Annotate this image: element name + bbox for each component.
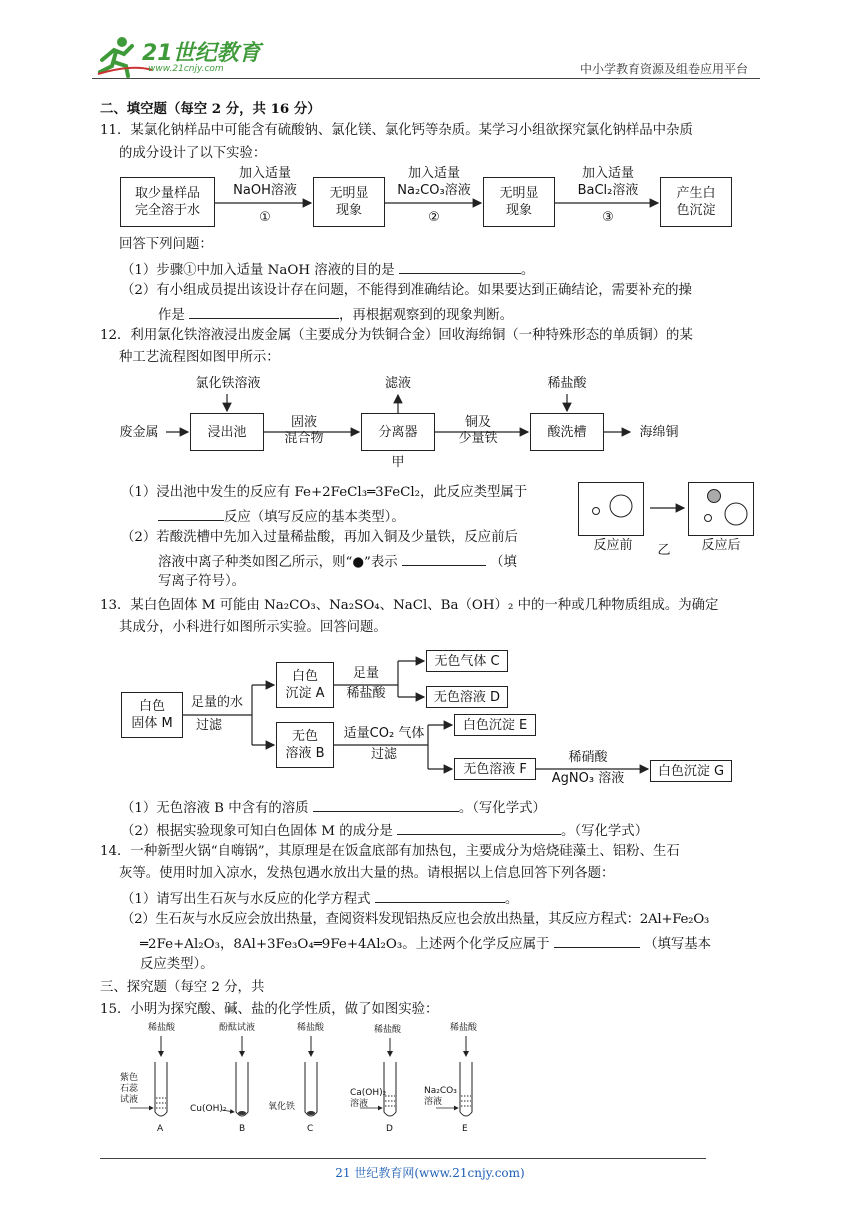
q13-p1-end: 。（写化学式） bbox=[458, 801, 546, 816]
q13-box-d: 无色溶液 D bbox=[426, 686, 508, 708]
q12-mid-1: 固液 混合物 bbox=[284, 415, 324, 446]
q12-p1-line1: （1）浸出池中发生的反应有 Fe+2FeCl₃═3FeCl₂，此反应类型属于 bbox=[121, 485, 528, 500]
q12-stem-2: 种工艺流程图如图甲所示： bbox=[119, 350, 280, 365]
tube-b-label: B bbox=[239, 1124, 246, 1134]
after-label: 反应后 bbox=[701, 538, 741, 553]
q13-a4-top: 稀硝酸 bbox=[568, 750, 608, 765]
q11-arrow3-top: 加入适量 bbox=[581, 166, 634, 181]
tube-c-label: C bbox=[307, 1124, 314, 1134]
q13-a1-top: 足量的水 bbox=[190, 695, 243, 710]
q13-stem-1: 13．某白色固体 M 可能由 Na₂CO₃、Na₂SO₄、NaCl、Ba（OH）₂ 中的一种或几种物质组成。为确定 bbox=[100, 598, 719, 613]
header-platform: 中小学教育资源及组卷应用平台 bbox=[580, 62, 749, 76]
test-tube-e-icon bbox=[436, 1036, 472, 1116]
q13-a1-bot: 过滤 bbox=[195, 718, 222, 733]
tube-e-top: 稀盐酸 bbox=[450, 1023, 478, 1033]
q11-arrow1-mid: NaOH溶液 bbox=[233, 183, 297, 198]
q12-p2-line3: 写离子符号）。 bbox=[158, 574, 246, 589]
q13-box-g: 白色沉淀 G bbox=[650, 760, 732, 782]
tube-a-top: 稀盐酸 bbox=[148, 1023, 176, 1033]
q11-box-4: 产生白 色沉淀 bbox=[660, 177, 732, 227]
q11-prompt: 回答下列问题： bbox=[119, 237, 213, 252]
q11-arrow3-mid: BaCl₂溶液 bbox=[577, 183, 639, 198]
q11-arrow3-num: ③ bbox=[602, 210, 614, 225]
logo-url: www.21cnjy.com bbox=[148, 64, 224, 74]
test-tube-a-icon bbox=[130, 1036, 167, 1116]
q11-arrow2-top: 加入适量 bbox=[407, 166, 460, 181]
tube-a-label: A bbox=[157, 1124, 164, 1134]
q13-a3-top: 适量CO₂ 气体 bbox=[343, 726, 425, 741]
q12-mid-2: 铜及 少量铁 bbox=[458, 415, 498, 446]
q11-p1-end: 。 bbox=[520, 263, 535, 278]
q11-arrow2-mid: Na₂CO₃溶液 bbox=[397, 183, 471, 198]
tube-d-top: 稀盐酸 bbox=[374, 1025, 402, 1035]
q13-a4-bot: AgNO₃ 溶液 bbox=[551, 771, 625, 786]
test-tube-d-icon bbox=[360, 1038, 396, 1116]
q13-a3-bot: 过滤 bbox=[370, 747, 397, 762]
q12-top-1: 氯化铁溶液 bbox=[195, 376, 261, 391]
tube-d-side: Ca(OH)₂ 溶液 bbox=[350, 1088, 387, 1109]
q11-stem-2: 的成分设计了以下实验： bbox=[119, 146, 267, 161]
q11-arrow2-num: ② bbox=[428, 210, 440, 225]
q11-box-2: 无明显 现象 bbox=[313, 177, 385, 227]
yi-caption: 乙 bbox=[657, 543, 671, 558]
q13-a2-bot: 稀盐酸 bbox=[346, 686, 386, 701]
q11-arrow1-top: 加入适量 bbox=[238, 166, 291, 181]
tube-b-top: 酚酞试液 bbox=[219, 1023, 256, 1033]
q12-p2-text: 溶液中离子种类如图乙所示，则“●”表示 bbox=[158, 555, 398, 570]
q13-p2-end: 。（写化学式） bbox=[561, 824, 649, 839]
section-3-title: 三、探究题（每空 2 分，共 bbox=[100, 980, 265, 995]
q13-box-b: 无色 溶液 B bbox=[276, 722, 334, 768]
q12-top-3: 稀盐酸 bbox=[547, 376, 587, 391]
tube-b-side: Cu(OH)₂ bbox=[190, 1104, 227, 1114]
q14-p1-end: 。 bbox=[504, 892, 519, 907]
q14-stem-1: 14．一种新型火锅“自嗨锅”，其原理是在饭盒底部有加热包，主要成分为焙烧硅藻土、铝粉、生石 bbox=[100, 844, 680, 859]
before-label: 反应前 bbox=[593, 538, 633, 553]
q11-arrow1-num: ① bbox=[259, 210, 271, 225]
q11-box-3: 无明显 现象 bbox=[483, 177, 555, 227]
footer-rule bbox=[100, 1158, 706, 1159]
q12-box-2: 分离器 bbox=[361, 413, 435, 451]
q14-p2-line3: 反应类型）。 bbox=[140, 957, 214, 972]
logo-text: 21世纪教育 bbox=[142, 41, 261, 66]
test-tube-b-icon bbox=[222, 1036, 248, 1116]
q13-box-a: 白色 沉淀 A bbox=[276, 662, 334, 708]
q12-p2-line1: （2）若酸洗槽中先加入过量稀盐酸，再加入铜及少量铁，反应前后 bbox=[121, 530, 518, 545]
q12-caption: 甲 bbox=[391, 455, 405, 470]
tube-c-top: 稀盐酸 bbox=[297, 1023, 325, 1033]
q13-box-m: 白色 固体 M bbox=[121, 692, 183, 738]
test-tube-c-icon bbox=[305, 1036, 317, 1116]
q12-box-3: 酸洗槽 bbox=[530, 413, 604, 451]
q13-box-f: 无色溶液 F bbox=[454, 758, 536, 780]
q14-stem-2: 灰等。使用时加入凉水，发热包遇水放出大量的热。请根据以上信息回答下列各题： bbox=[119, 866, 615, 881]
footer-text[interactable]: 21 世纪教育网(www.21cnjy.com) bbox=[335, 1166, 525, 1180]
q13-box-e: 白色沉淀 E bbox=[454, 714, 536, 736]
q13-p1-text: （1）无色溶液 B 中含有的溶质 bbox=[121, 801, 309, 816]
tube-d-label: D bbox=[386, 1124, 393, 1134]
q15-stem: 15．小明为探究酸、碱、盐的化学性质，做了如图实验： bbox=[100, 1002, 439, 1017]
tube-e-side: Na₂CO₃ 溶液 bbox=[424, 1086, 457, 1107]
section-2-title: 二、填空题（每空 2 分，共 16 分） bbox=[100, 101, 321, 117]
q11-stem-1: 11．某氯化钠样品中可能含有硫酸钠、氯化镁、氯化钙等杂质。某学习小组欲探究氯化钠样品中杂质 bbox=[100, 123, 693, 138]
q11-p2-line1: （2）有小组成员提出该设计存在问题，不能得到准确结论。如果要达到正确结论，需要补充的操 bbox=[121, 283, 692, 298]
q12-p2-end: （填 bbox=[490, 555, 517, 570]
q11-p1-text: （1）步骤①中加入适量 NaOH 溶液的目的是 bbox=[121, 263, 395, 278]
tube-c-side: 氧化铁 bbox=[268, 1102, 296, 1112]
q11-p2-text: 作是 bbox=[158, 308, 185, 323]
q14-p2-line1: （2）生石灰与水反应会放出热量，查阅资料发现铝热反应也会放出热量，其反应方程式：2Al+Fe₂O₃ bbox=[121, 912, 709, 927]
q12-top-2: 滤液 bbox=[384, 376, 411, 391]
q12-p1-end: 反应（填写反应的基本类型）。 bbox=[224, 510, 405, 525]
q12-start: 废金属 bbox=[119, 425, 159, 440]
q13-a2-top: 足量 bbox=[352, 666, 379, 681]
tube-a-side: 紫色 石蕊 试液 bbox=[120, 1073, 139, 1105]
q14-p2-text: ═2Fe+Al₂O₃，8Al+3Fe₃O₄═9Fe+4Al₂O₃。上述两个化学反应属于 bbox=[140, 937, 550, 952]
q12-stem-1: 12．利用氯化铁溶液浸出废金属（主要成分为铁铜合金）回收海绵铜（一种特殊形态的单质铜）的某 bbox=[100, 328, 693, 343]
q11-box-1: 取少量样品 完全溶于水 bbox=[120, 177, 215, 227]
q13-p2-text: （2）根据实验现象可知白色固体 M 的成分是 bbox=[121, 824, 393, 839]
q11-p2-end: ，再根据观察到的现象判断。 bbox=[339, 308, 514, 323]
q13-stem-2: 其成分，小科进行如图所示实验。回答问题。 bbox=[119, 620, 387, 635]
q12-box-1: 浸出池 bbox=[190, 413, 264, 451]
q12-end: 海绵铜 bbox=[639, 425, 679, 440]
q13-box-c: 无色气体 C bbox=[426, 650, 508, 672]
q14-p1-text: （1）请写出生石灰与水反应的化学方程式 bbox=[121, 892, 371, 907]
tube-e-label: E bbox=[462, 1124, 468, 1134]
q14-p2-end: （填写基本 bbox=[644, 937, 712, 952]
